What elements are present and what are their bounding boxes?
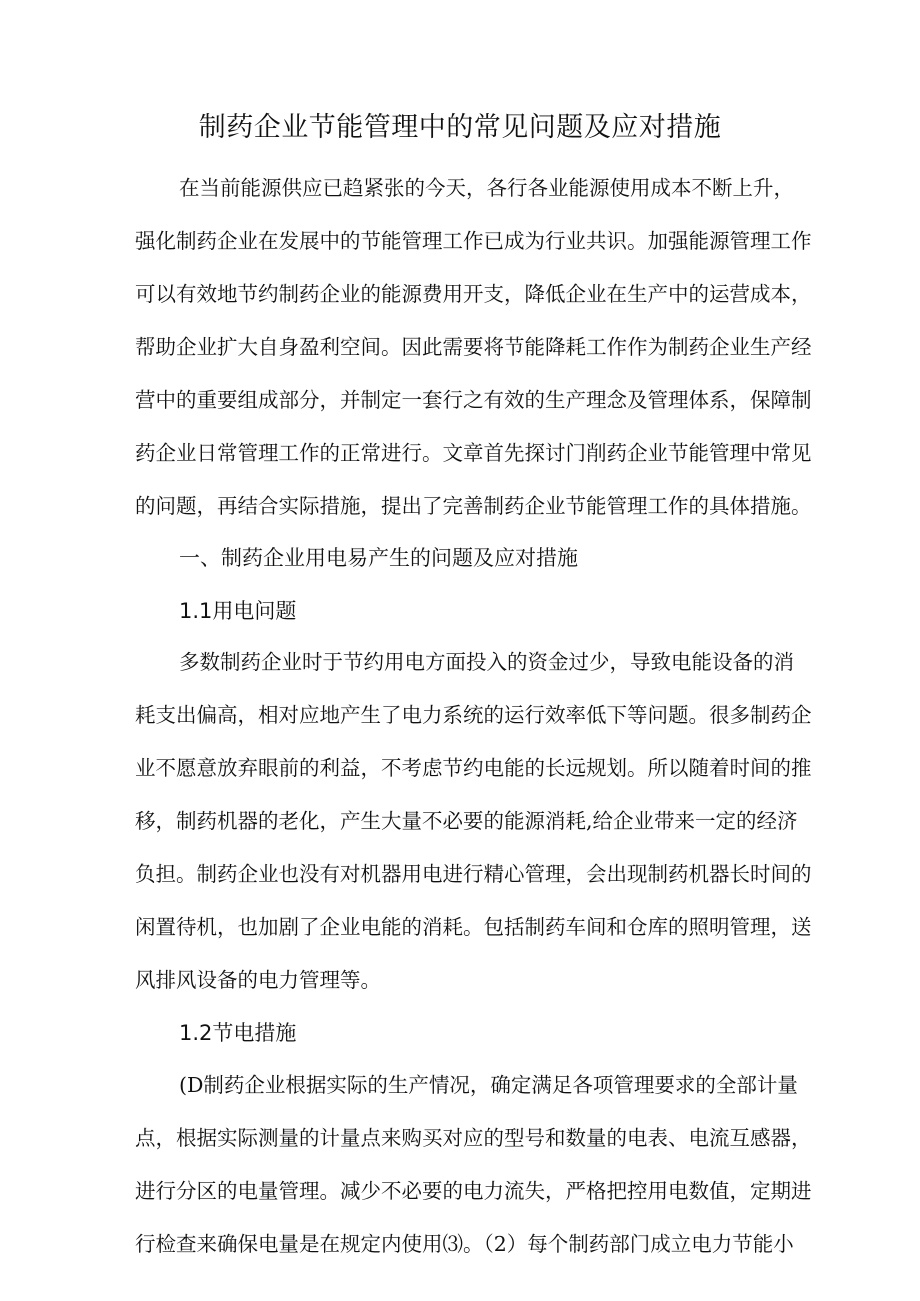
intro-line: 可以有效地节约制药企业的能源费用开支，降低企业在生产中的运营成本， (135, 282, 812, 306)
paragraph-line: 闲置待机，也加剧了企业电能的消耗。包括制药车间和仓库的照明管理，送 (135, 915, 812, 939)
intro-line: 营中的重要组成部分，并制定一套行之有效的生产理念及管理体系，保障制 (135, 388, 812, 412)
section-heading: 一、制药企业用电易产生的问题及应对措施 (179, 546, 578, 570)
subsection-heading: 1.1用电问题 (179, 599, 297, 623)
paragraph-line: 业不愿意放弃眼前的利益，不考虑节约电能的长远规划。所以随着时间的推 (135, 756, 812, 780)
paragraph-line: 风排风设备的电力管理等。 (135, 968, 381, 992)
intro-line: 强化制药企业在发展中的节能管理工作已成为行业共识。加强能源管理工作 (135, 229, 812, 253)
paragraph-line: (D制药企业根据实际的生产情况，确定满足各项管理要求的全部计量 (179, 1073, 798, 1097)
document-title: 制药企业节能管理中的常见问题及应对措施 (198, 112, 722, 143)
intro-line: 药企业日常管理工作的正常进行。文章首先探讨门削药企业节能管理中常见 (135, 441, 812, 465)
paragraph-line: 负担。制药企业也没有对机器用电进行精心管理，会出现制药机器长时间的 (135, 862, 812, 886)
paragraph-line: 进行分区的电量管理。减少不必要的电力流失，严格把控用电数值，定期进 (135, 1179, 812, 1203)
paragraph-line: 移，制药机器的老化，产生大量不必要的能源消耗,给企业带来一定的经济 (135, 809, 798, 833)
paragraph-line: 多数制药企业时于节约用电方面投入的资金过少，导致电能设备的消 (179, 650, 794, 674)
subsection-heading: 1.2节电措施 (179, 1021, 297, 1045)
paragraph-line: 耗支出偏高，相对应地产生了电力系统的运行效率低下等问题。很多制药企 (135, 703, 812, 727)
intro-line: 帮助企业扩大自身盈利空间。因此需要将节能降耗工作作为制药企业生产经 (135, 335, 812, 359)
intro-line: 在当前能源供应已趋紧张的今天，各行各业能源使用成本不断上升， (179, 176, 794, 200)
intro-line: 的问题，再结合实际措施，提出了完善制药企业节能管理工作的具体措施。 (135, 494, 812, 518)
paragraph-line: 行检查来确保电量是在规定内使用⑶。（2）每个制药部门成立电力节能小 (135, 1232, 794, 1256)
paragraph-line: 点，根据实际测量的计量点来购买对应的型号和数量的电表、电流互感器， (135, 1126, 812, 1150)
